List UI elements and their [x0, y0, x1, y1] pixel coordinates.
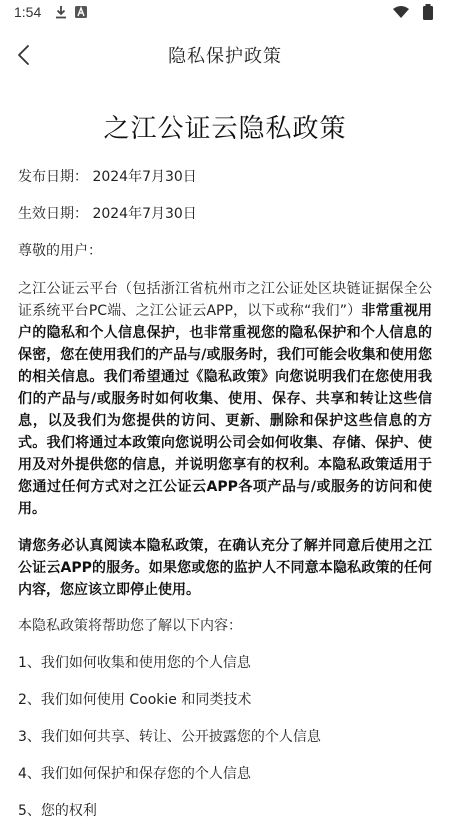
intro-paragraph [18, 278, 432, 520]
policy-content [18, 98, 432, 838]
toc-intro: 本隐私政策将帮助您了解以下内容： [18, 618, 242, 634]
app-bar [0, 26, 450, 84]
wifi-icon [392, 5, 410, 19]
publish-date: 发布日期： 2024年7月30日 [18, 169, 197, 185]
notice-paragraph: 请您务必认真阅读本隐私政策，在确认充分了解并同意后使用之江公证云APP的服务。如果您或您的监护人不同意本隐私政策的任何内容，您应该立即停止使用。 [18, 538, 432, 598]
effective-date: 生效日期： 2024年7月30日 [18, 206, 197, 222]
greeting: 尊敬的用户： [18, 243, 102, 259]
toc-item: 2、我们如何使用 Cookie 和同类技术 [18, 692, 252, 708]
intro-bold-text: 非常重视用户的隐私和个人信息保护，也非常重视您的隐私保护和个人信息的保密，您在使用我们的产品与/或服务时，我们可能会收集和使用您的相关信息。我们希望通过《隐私政策》向您说明我们在您使用我们的产品与/或服务时如何收集、使用、保存、共享和转让这些信息，以及我们为您提供的访问、更新、删除和保护这些信息的方式。我们将通过本政策向您说明公司会如何收集、存储、保护、使用及对外提供您的信息，并说明您享有的权利。本隐私政策适用于您通过任何方式对之江公证云APP各项产品与/或服务的访问和使用。 [18, 303, 432, 517]
toc-item: 3、我们如何共享、转让、公开披露您的个人信息 [18, 729, 321, 745]
toc-item: 1、我们如何收集和使用您的个人信息 [18, 655, 251, 671]
page-title: 隐私保护政策 [168, 46, 282, 67]
status-time: 1:54 [14, 4, 42, 20]
status-bar [0, 0, 450, 26]
a-badge-icon [74, 5, 88, 19]
document-title: 之江公证云隐私政策 [103, 114, 347, 144]
download-icon [54, 5, 68, 19]
battery-icon [422, 4, 434, 20]
toc-item: 5、您的权利 [18, 803, 97, 819]
intro-normal-text: 之江公证云平台（包括浙江省杭州市之江公证处区块链证据保全公证系统平台PC端、之江公证云APP，以下或称“我们”） [18, 281, 432, 319]
toc-item: 4、我们如何保护和保存您的个人信息 [18, 766, 251, 782]
